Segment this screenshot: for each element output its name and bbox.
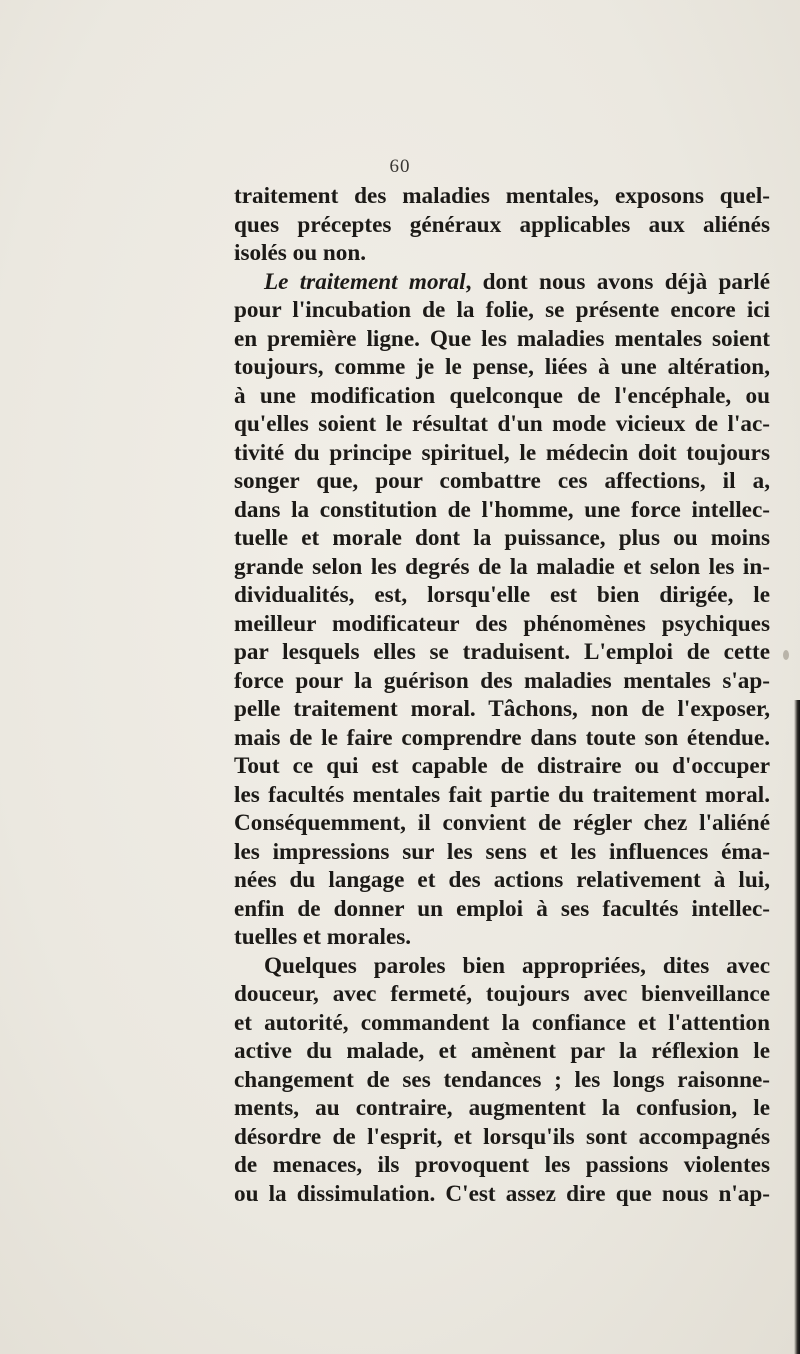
text-line: changement de ses tendances ; les longs raisonne-	[234, 1066, 770, 1093]
text-line: meilleur modificateur des phénomènes psychiques	[234, 610, 770, 637]
text-line: pour l'incubation de la folie, se présente encore ici	[234, 297, 770, 323]
text-line: en première ligne. Que les maladies mentales soient	[234, 325, 770, 352]
text-line: active du malade, et amènent par la réflexion le	[234, 1038, 770, 1064]
text-line: tuelles et morales.	[234, 924, 412, 950]
text-line: tuelle et morale dont la puissance, plus ou moins	[234, 525, 770, 551]
paper-speck	[783, 650, 789, 660]
text-line: par lesquels elles se traduisent. L'emploi de cette	[234, 639, 770, 665]
text-line: traitement des maladies mentales, exposons quel-	[234, 183, 770, 209]
text-line: qu'elles soient le résultat d'un mode vicieux de l'ac-	[234, 411, 770, 437]
text-fragment: , dont nous avons déjà parlé	[465, 268, 770, 295]
text-line: les facultés mentales fait partie du traitement moral.	[234, 781, 770, 808]
text-line: dans la constitution de l'homme, une force intellec-	[234, 496, 770, 523]
text-line: mais de le faire comprendre dans toute son étendue.	[234, 724, 770, 751]
page-number: 60	[389, 156, 411, 177]
text-line: les impressions sur les sens et les influences éma-	[234, 838, 770, 865]
text-line: nées du langage et des actions relativement à lui,	[234, 867, 770, 893]
text-line: désordre de l'esprit, et lorsqu'ils sont accompagnés	[234, 1123, 770, 1150]
text-line: force pour la guérison des maladies mentales s'ap-	[234, 667, 770, 694]
text-line: dividualités, est, lorsqu'elle est bien dirigée, le	[234, 582, 770, 608]
text-line: Conséquemment, il convient de régler chez l'aliéné	[234, 810, 770, 836]
text-line: enfin de donner un emploi à ses facultés intellec-	[234, 895, 770, 922]
text-line: douceur, avec fermeté, toujours avec bienveillance	[234, 981, 770, 1007]
text-line: et autorité, commandent la confiance et l'attention	[234, 1009, 770, 1036]
text-line: isolés ou non.	[234, 240, 367, 266]
text-line: de menaces, ils provoquent les passions violentes	[234, 1152, 770, 1178]
text-line: Tout ce qui est capable de distraire ou d'occuper	[234, 753, 770, 779]
body-text	[234, 182, 770, 1208]
text-line: ques préceptes généraux applicables aux aliénés	[234, 211, 770, 238]
text-line: ou la dissimulation. C'est assez dire que nous n'ap-	[234, 1180, 770, 1207]
text-line: Quelques paroles bien appropriées, dites avec	[264, 952, 770, 979]
text-line: pelle traitement moral. Tâchons, non de l'exposer,	[234, 696, 770, 722]
text-line	[234, 268, 770, 297]
italic-term: Le traitement moral	[264, 268, 466, 295]
text-line: tivité du principe spirituel, le médecin doit toujours	[234, 439, 770, 466]
text-line: à une modification quelconque de l'encéphale, ou	[234, 382, 770, 409]
text-line: ments, au contraire, augmentent la confusion, le	[234, 1095, 770, 1121]
page-edge-shadow	[794, 700, 800, 1354]
text-line: toujours, comme je le pense, liées à une altération,	[234, 354, 770, 380]
text-line: songer que, pour combattre ces affections, il a,	[234, 468, 770, 494]
text-line: grande selon les degrés de la maladie et selon les in-	[234, 553, 770, 580]
